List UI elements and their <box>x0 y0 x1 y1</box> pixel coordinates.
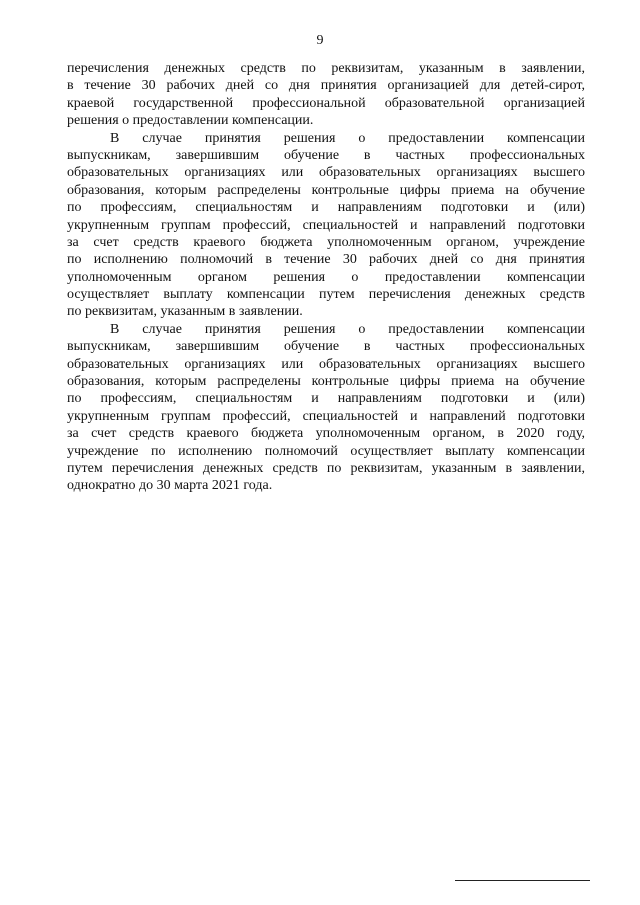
text-line: в течение 30 рабочих дней со дня принятия организацией для детей-сирот, <box>67 78 585 94</box>
text-line: осуществляет выплату компенсации путем перечисления денежных средств <box>67 287 585 303</box>
document-body <box>67 60 585 495</box>
text-line: образовательных организациях или образовательных организациях высшего <box>67 356 585 372</box>
text-line: за счет средств краевого бюджета уполномоченным органом, учреждение <box>67 234 585 250</box>
text-line: за счет средств краевого бюджета уполномоченным органом, в 2020 году, <box>67 426 585 442</box>
text-line: укрупненным группам профессий, специальностей и направлений подготовки <box>67 408 585 424</box>
text-line: образования, которым распределены контрольные цифры приема на обучение <box>67 182 585 198</box>
text-line: однократно до 30 марта 2021 года. <box>67 478 273 494</box>
paragraph <box>67 60 585 130</box>
text-line: образования, которым распределены контрольные цифры приема на обучение <box>67 374 585 390</box>
paragraph <box>67 130 585 321</box>
text-line: выпускникам, завершившим обучение в частных профессиональных <box>67 147 585 163</box>
text-line: выпускникам, завершившим обучение в частных профессиональных <box>67 339 585 355</box>
text-line: краевой государственной профессиональной образовательной организацией <box>67 95 585 111</box>
paragraph <box>67 321 585 495</box>
text-line: учреждение по исполнению полномочий осуществляет выплату компенсации <box>67 443 585 459</box>
text-line: образовательных организациях или образовательных организациях высшего <box>67 165 585 181</box>
text-line: по реквизитам, указанным в заявлении. <box>67 304 303 320</box>
text-line: решения о предоставлении компенсации. <box>67 113 314 129</box>
text-line: путем перечисления денежных средств по реквизитам, указанным в заявлении, <box>67 460 585 476</box>
text-line: перечисления денежных средств по реквизитам, указанным в заявлении, <box>67 61 585 76</box>
text-line: укрупненным группам профессий, специальностей и направлений подготовки <box>67 217 585 233</box>
text-line: В случае принятия решения о предоставлении компенсации <box>110 321 585 337</box>
text-line: по профессиям, специальностям и направлениям подготовки и (или) <box>67 200 585 216</box>
text-line: по профессиям, специальностям и направлениям подготовки и (или) <box>67 391 585 407</box>
text-line: В случае принятия решения о предоставлении компенсации <box>110 130 585 146</box>
bottom-rule <box>455 880 590 881</box>
text-line: по исполнению полномочий в течение 30 рабочих дней со дня принятия <box>67 252 585 268</box>
text-line: уполномоченным органом решения о предоставлении компенсации <box>67 269 585 285</box>
page-number: 9 <box>316 33 324 48</box>
